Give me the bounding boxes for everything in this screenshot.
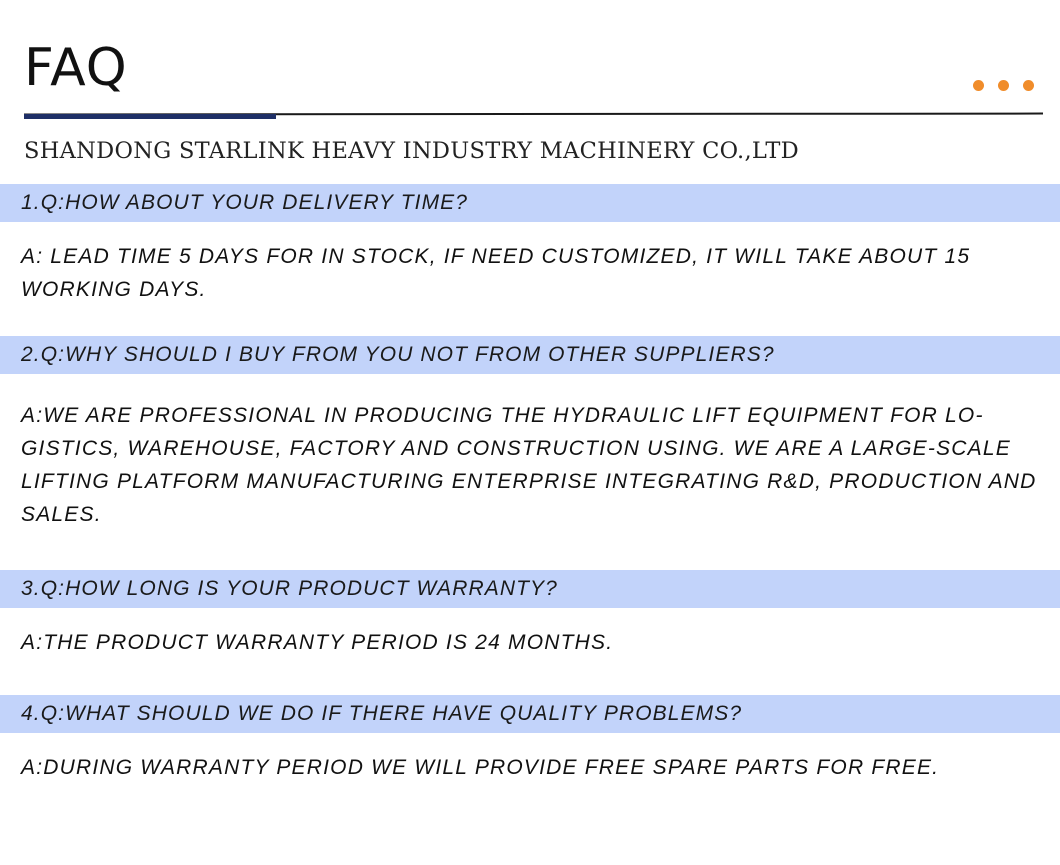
faq-answer-3: A:THE PRODUCT WARRANTY PERIOD IS 24 MONTHS. — [21, 631, 614, 654]
company-name: SHANDONG STARLINK HEAVY INDUSTRY MACHINERY CO.,LTD — [24, 138, 799, 164]
dot-icon — [973, 80, 984, 91]
header-divider-accent — [24, 114, 276, 119]
faq-question-4: 4.Q:WHAT SHOULD WE DO IF THERE HAVE QUALITY PROBLEMS? — [0, 695, 1060, 733]
faq-answer-1: A: LEAD TIME 5 DAYS FOR IN STOCK, IF NEED CUSTOMIZED, IT WILL TAKE ABOUT 15 WORKING DAYS. — [21, 245, 971, 301]
faq-question-1: 1.Q:HOW ABOUT YOUR DELIVERY TIME? — [0, 184, 1060, 222]
dot-icon — [1023, 80, 1034, 91]
decorative-dots — [973, 80, 1034, 92]
faq-answer-2: A:WE ARE PROFESSIONAL IN PRODUCING THE HYDRAULIC LIFT EQUIPMENT FOR LO- GISTICS, WAREHOUSE, FACTORY AND CONSTRUCTION USING. WE ARE A LARGE-SCALE LIFTING PLATFORM MANUFACTURING ENTERPRISE INTEGRATING R&D, PRODUCTION AND SALES. — [21, 404, 1037, 526]
page-title: FAQ — [24, 38, 128, 98]
dot-icon — [998, 80, 1009, 91]
faq-answer-4: A:DURING WARRANTY PERIOD WE WILL PROVIDE FREE SPARE PARTS FOR FREE. — [21, 756, 940, 779]
faq-question-2: 2.Q:WHY SHOULD I BUY FROM YOU NOT FROM OTHER SUPPLIERS? — [0, 336, 1060, 374]
faq-question-3: 3.Q:HOW LONG IS YOUR PRODUCT WARRANTY? — [0, 570, 1060, 608]
